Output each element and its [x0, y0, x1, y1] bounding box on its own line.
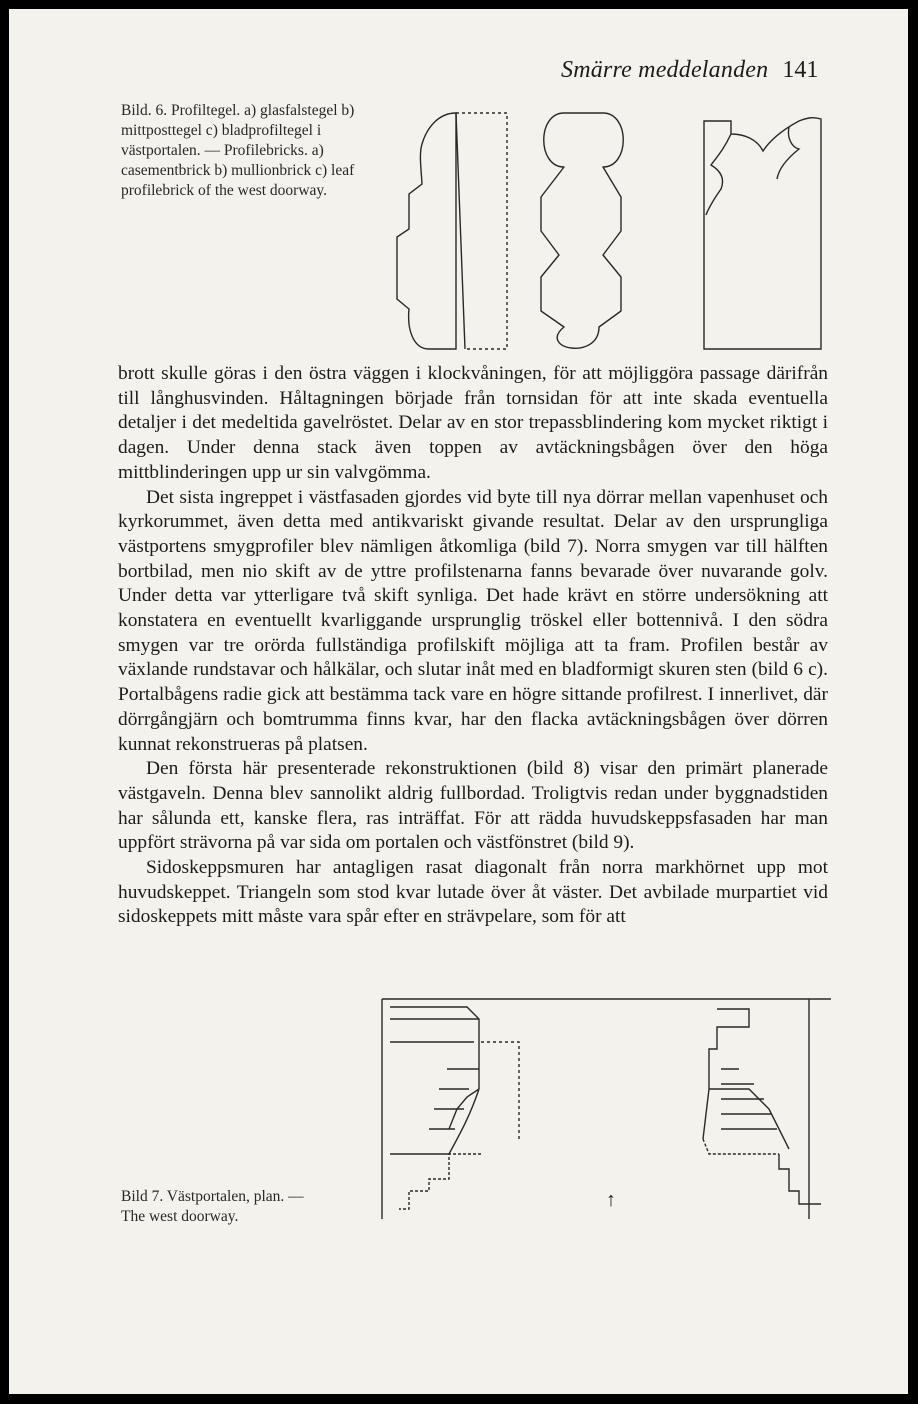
section-title: Smärre meddelanden [561, 57, 769, 83]
caption-english: Profilebricks. a) casementbrick b) mullionbrick c) leaf profilebrick of the west doorway. [121, 142, 355, 199]
body-text [118, 362, 828, 930]
brick-c-leaf-detail [706, 134, 731, 215]
paragraph: Sidoskeppsmuren har antagligen rasat diagonalt från norra markhörnet upp mot huvudskeppet. Triangeln som stod kvar lutade över åt väster. Det avbilade murpartiet vid sidoskeppets mitt måste vara spår efter en strävpelare, som för att [118, 857, 828, 928]
paragraph: Det sista ingreppet i västfasaden gjordes vid byte till nya dörrar mellan vapenhuset och kyrkorummet, även detta med antikvariskt givande resultat. Delar av den ursprungliga västportens smygprofiler blev nämligen åtkomliga (bild 7). Norra smygen var till hälften bortbilad, men nio skift av de yttre profilstenarna fanns bevarade över nuvarande golv. Under detta var ytterligare två skift synliga. Det hade krävt en större undersökning att konstatera en eventuellt kvarliggande ursprunglig tröskel eller bottennivå. I den södra smygen var tre orörda fullständiga profilskift möjliga att ta fram. Profilen består av växlande rundstavar och hålkälar, och slutar inåt med en bladformigt skuren sten (bild 6 c). Portalbågens radie gick att bestämma tack vare en högre sittande profilrest. I innerlivet, där dörrgångjärn och bomtrumma finns kvar, har den flacka avtäckningsbågen över dörren kunnat rekonstrueras på platsen. [118, 486, 828, 755]
brick-profile-c [704, 118, 821, 349]
book-page [9, 9, 908, 1394]
caption-swedish: Bild. 6. Profiltegel. a) glasfalstegel b) mittposttegel c) bladprofiltegel i västportalen. — [121, 102, 355, 159]
north-arrow: ↑ [606, 1189, 616, 1211]
caption-swedish: Bild 7. Västportalen, plan. — [121, 1188, 304, 1205]
figure-6-profile-bricks [9, 9, 908, 369]
brick-c-leaf-detail-2 [777, 127, 799, 179]
figure-7-caption [121, 1187, 383, 1227]
brick-profile-b [541, 113, 623, 348]
brick-a-center-line [456, 113, 465, 349]
paragraph: Den första här presenterade rekonstruktionen (bild 8) visar den primärt planerade västgaveln. Denna blev sannolikt aldrig fullbordad. Troligtvis redan under byggnadstiden har sålunda ett, kanske flera, ras inträffat. För att rädda huvudskeppsfasaden har man uppfört strävorna på var sida om portalen och västfönstret (bild 9). [118, 758, 828, 854]
brick-profile-a [397, 113, 456, 349]
paragraph: brott skulle göras i den östra väggen i klockvåningen, för att möjliggöra passage därifrån till långhusvinden. Håltagningen började från tornsidan för att inte skada eventuella detaljer i det medeltida gavelröstet. Delar av en stor trepassblindering kom mycket riktigt i dagen. Under denna stack även toppen av avtäckningsbågen över den höga mittblinderingen upp ur sin valvgömma. [118, 363, 828, 483]
caption-english: The west doorway. [121, 1208, 239, 1225]
page-number: 141 [782, 57, 819, 83]
